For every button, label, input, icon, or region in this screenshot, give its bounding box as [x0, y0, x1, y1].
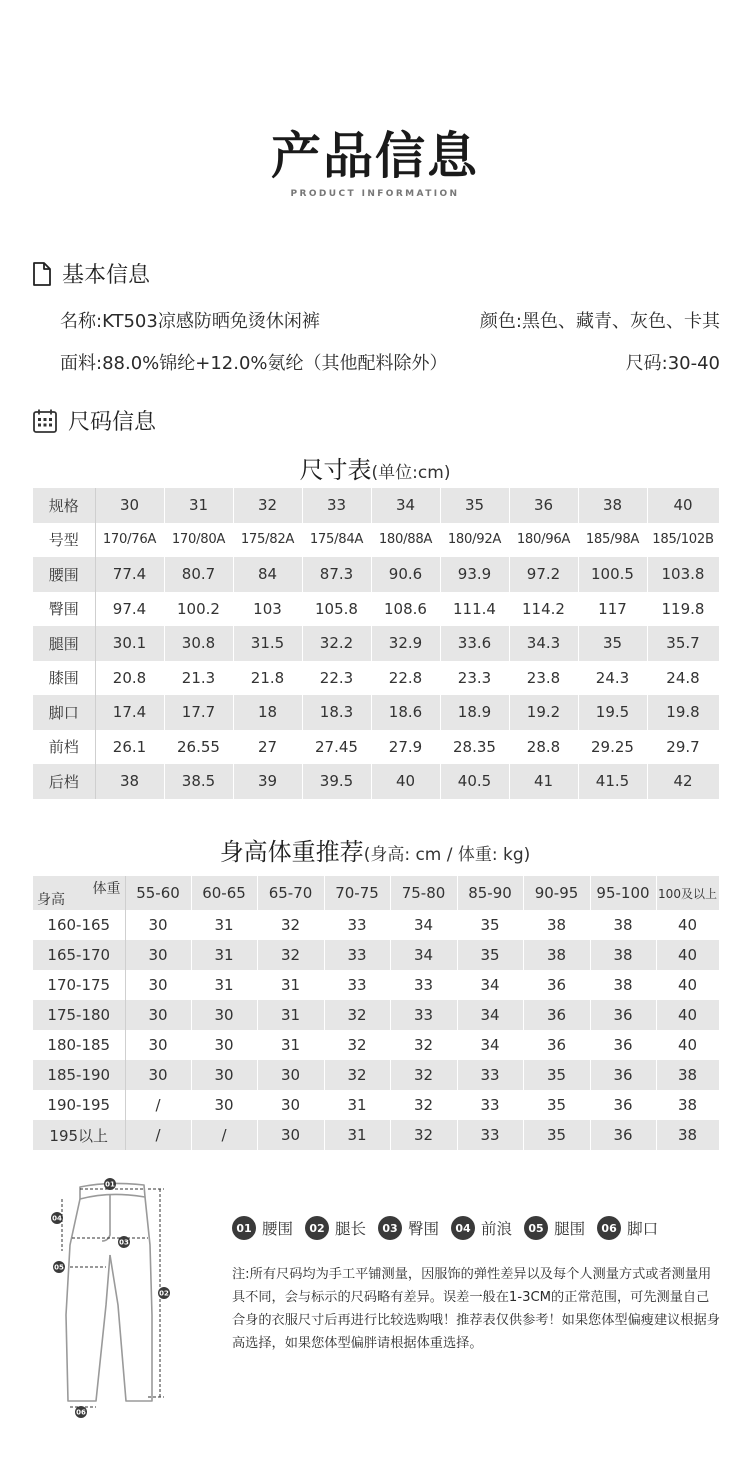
recommended-size-cell: 32: [324, 1060, 390, 1090]
size-table-cell: 19.5: [578, 695, 647, 730]
size-table-cell: 175/82A: [233, 523, 302, 558]
size-table-row: [33, 488, 719, 523]
size-table-cell: 40.5: [440, 764, 509, 799]
recommended-size-cell: 32: [390, 1090, 457, 1120]
recommended-size-cell: 32: [324, 1000, 390, 1030]
size-row-label: 前档: [33, 730, 95, 765]
recommended-size-cell: /: [191, 1120, 257, 1150]
recommended-size-cell: 34: [390, 940, 457, 970]
recommended-size-cell: 34: [457, 1000, 523, 1030]
size-table-cell: 180/96A: [509, 523, 578, 558]
page-title: 产品信息: [271, 127, 479, 185]
recommend-table-row: [33, 1030, 719, 1060]
size-table-cell: 35.7: [647, 626, 719, 661]
recommend-table-row: [33, 970, 719, 1000]
recommended-size-cell: 34: [457, 1030, 523, 1060]
size-row-label: 号型: [33, 523, 95, 558]
recommended-size-cell: 38: [523, 910, 590, 940]
size-table-cell: 170/80A: [164, 523, 233, 558]
recommended-size-cell: 32: [390, 1030, 457, 1060]
size-table-cell: 32.9: [371, 626, 440, 661]
weight-column-header: 75-80: [390, 876, 457, 910]
product-fabric: 面料:88.0%锦纶+12.0%氨纶（其他配料除外）: [60, 353, 448, 374]
recommended-size-cell: 38: [590, 940, 656, 970]
weight-column-header: 65-70: [257, 876, 324, 910]
size-table: [33, 488, 720, 799]
corner-cell: [33, 876, 125, 910]
size-table-row: [33, 523, 719, 558]
recommended-size-cell: 38: [656, 1090, 719, 1120]
size-table-cell: 24.8: [647, 661, 719, 696]
size-table-cell: 18.9: [440, 695, 509, 730]
size-table-cell: 28.8: [509, 730, 578, 765]
size-table-cell: 24.3: [578, 661, 647, 696]
legend-label: 臀围: [408, 1220, 440, 1238]
recommended-size-cell: 31: [191, 970, 257, 1000]
legend-num: 05: [524, 1216, 548, 1240]
size-table-cell: 180/88A: [371, 523, 440, 558]
recommended-size-cell: 31: [191, 940, 257, 970]
legend-num: 03: [378, 1216, 402, 1240]
size-table-row: [33, 592, 719, 627]
marker-02-text: 02: [159, 1289, 169, 1298]
size-table-cell: 36: [509, 488, 578, 523]
legend-label: 脚口: [627, 1220, 659, 1238]
weight-column-header: 60-65: [191, 876, 257, 910]
legend-label: 腰围: [262, 1220, 294, 1238]
size-table-title: [0, 450, 750, 485]
recommended-size-cell: 38: [656, 1120, 719, 1150]
size-table-cell: 108.6: [371, 592, 440, 627]
corner-height-label: 身高: [37, 892, 65, 908]
legend-num: 04: [451, 1216, 475, 1240]
size-row-label: 膝围: [33, 661, 95, 696]
recommended-size-cell: 40: [656, 940, 719, 970]
recommended-size-cell: 36: [590, 1000, 656, 1030]
measurement-note: 注:所有尺码均为手工平铺测量，因服饰的弹性差异以及每个人测量方式或者测量用具不同，会与标示的尺码略有差异。误差一般在1-3CM的正常范围，可先测量自己合身的衣服尺寸后再进行比较选购哦！推荐表仅供参考！如果您体型偏瘦建议根据身高选择，如果您体型偏胖请根据体重选择。: [232, 1267, 720, 1351]
size-table-cell: 180/92A: [440, 523, 509, 558]
size-table-cell: 26.1: [95, 730, 164, 765]
basic-info-heading: [32, 258, 150, 289]
recommended-size-cell: /: [125, 1120, 191, 1150]
size-table-cell: 84: [233, 557, 302, 592]
size-table-cell: 27.45: [302, 730, 371, 765]
recommended-size-cell: 33: [324, 910, 390, 940]
recommended-size-cell: 33: [390, 970, 457, 1000]
height-row-label: 165-170: [33, 940, 125, 970]
recommended-size-cell: 34: [390, 910, 457, 940]
size-info-heading-text: 尺码信息: [68, 410, 157, 435]
recommended-size-cell: 30: [191, 1060, 257, 1090]
size-table-cell: 23.3: [440, 661, 509, 696]
legend-item: [378, 1216, 439, 1240]
recommend-table-row: [33, 1060, 719, 1090]
recommended-size-cell: 30: [125, 1030, 191, 1060]
size-table-cell: 35: [578, 626, 647, 661]
size-table-cell: 28.35: [440, 730, 509, 765]
page-subtitle: PRODUCT INFORMATION: [290, 189, 460, 199]
size-table-cell: 19.2: [509, 695, 578, 730]
height-row-label: 180-185: [33, 1030, 125, 1060]
size-table-cell: 41.5: [578, 764, 647, 799]
recommend-header-row: [33, 876, 719, 910]
height-row-label: 160-165: [33, 910, 125, 940]
size-table-cell: 105.8: [302, 592, 371, 627]
legend-num: 01: [232, 1216, 256, 1240]
size-table-cell: 39.5: [302, 764, 371, 799]
size-table-cell: 80.7: [164, 557, 233, 592]
size-table-cell: 31.5: [233, 626, 302, 661]
height-row-label: 190-195: [33, 1090, 125, 1120]
size-row-label: 规格: [33, 488, 95, 523]
basic-info-heading-text: 基本信息: [62, 263, 151, 288]
recommended-size-cell: 33: [457, 1090, 523, 1120]
recommended-size-cell: 30: [125, 940, 191, 970]
recommended-size-cell: 38: [523, 940, 590, 970]
size-table-cell: 103.8: [647, 557, 719, 592]
weight-column-header: 55-60: [125, 876, 191, 910]
recommend-table-row: [33, 1000, 719, 1030]
size-table-cell: 185/98A: [578, 523, 647, 558]
size-table-row: [33, 626, 719, 661]
recommended-size-cell: 31: [257, 1000, 324, 1030]
size-table-cell: 34.3: [509, 626, 578, 661]
recommended-size-cell: 33: [390, 1000, 457, 1030]
recommended-size-cell: 31: [324, 1120, 390, 1150]
recommended-size-cell: 33: [324, 940, 390, 970]
recommended-size-cell: 40: [656, 910, 719, 940]
trousers-measurement-diagram: [44, 1175, 184, 1420]
legend-num: 06: [597, 1216, 621, 1240]
size-table-cell: 185/102B: [647, 523, 719, 558]
corner-weight-label: 体重: [92, 881, 121, 897]
size-table-cell: 119.8: [647, 592, 719, 627]
recommended-size-cell: 31: [191, 910, 257, 940]
product-name: 名称:KT503凉感防晒免烫休闲裤: [60, 311, 320, 332]
recommended-size-cell: 33: [457, 1120, 523, 1150]
recommended-size-cell: 31: [257, 970, 324, 1000]
size-table-cell: 29.25: [578, 730, 647, 765]
marker-06-text: 06: [76, 1408, 86, 1417]
size-table-row: [33, 557, 719, 592]
recommended-size-cell: 35: [457, 910, 523, 940]
recommended-size-cell: /: [125, 1090, 191, 1120]
recommend-table-row: [33, 940, 719, 970]
recommended-size-cell: 31: [257, 1030, 324, 1060]
recommended-size-cell: 38: [656, 1060, 719, 1090]
recommended-size-cell: 40: [656, 1000, 719, 1030]
size-table-cell: 26.55: [164, 730, 233, 765]
size-table-cell: 170/76A: [95, 523, 164, 558]
marker-05-text: 05: [54, 1263, 64, 1272]
size-table-unit: (单位:cm): [371, 463, 451, 483]
size-table-cell: 21.3: [164, 661, 233, 696]
recommended-size-cell: 38: [590, 970, 656, 1000]
size-table-cell: 32.2: [302, 626, 371, 661]
size-row-label: 脚口: [33, 695, 95, 730]
size-table-cell: 40: [647, 488, 719, 523]
height-row-label: 170-175: [33, 970, 125, 1000]
size-table-cell: 23.8: [509, 661, 578, 696]
info-row-2: [60, 349, 720, 375]
legend-item: [597, 1216, 658, 1240]
product-colors: 颜色:黑色、藏青、灰色、卡其: [479, 311, 720, 332]
size-table-cell: 90.6: [371, 557, 440, 592]
size-table-cell: 21.8: [233, 661, 302, 696]
size-table-cell: 22.8: [371, 661, 440, 696]
recommended-size-cell: 33: [457, 1060, 523, 1090]
recommended-size-cell: 30: [257, 1120, 324, 1150]
marker-01-text: 01: [105, 1180, 115, 1189]
height-row-label: 195以上: [33, 1120, 125, 1150]
size-table-cell: 35: [440, 488, 509, 523]
size-table-cell: 20.8: [95, 661, 164, 696]
size-table-cell: 19.8: [647, 695, 719, 730]
recommended-size-cell: 36: [523, 1000, 590, 1030]
recommended-size-cell: 34: [457, 970, 523, 1000]
size-table-cell: 30.1: [95, 626, 164, 661]
legend-num: 02: [305, 1216, 329, 1240]
recommended-size-cell: 38: [590, 910, 656, 940]
recommend-table: [33, 876, 720, 1150]
size-info-heading: [32, 405, 156, 436]
size-row-label: 后档: [33, 764, 95, 799]
recommended-size-cell: 30: [125, 910, 191, 940]
recommend-title-text: 身高体重推荐: [219, 838, 364, 866]
size-table-cell: 93.9: [440, 557, 509, 592]
recommended-size-cell: 36: [590, 1120, 656, 1150]
recommended-size-cell: 30: [257, 1060, 324, 1090]
recommended-size-cell: 30: [191, 1030, 257, 1060]
recommend-table-row: [33, 910, 719, 940]
height-row-label: 175-180: [33, 1000, 125, 1030]
recommended-size-cell: 36: [590, 1060, 656, 1090]
size-row-label: 腰围: [33, 557, 95, 592]
recommend-table-title: [0, 832, 750, 867]
size-table-row: [33, 730, 719, 765]
size-table-cell: 34: [371, 488, 440, 523]
size-table-cell: 29.7: [647, 730, 719, 765]
recommend-table-row: [33, 1120, 719, 1150]
size-table-cell: 97.4: [95, 592, 164, 627]
size-table-cell: 111.4: [440, 592, 509, 627]
weight-column-header: 100及以上: [656, 876, 719, 910]
recommended-size-cell: 30: [125, 970, 191, 1000]
size-table-cell: 22.3: [302, 661, 371, 696]
size-table-title-text: 尺寸表: [299, 456, 372, 484]
recommend-table-row: [33, 1090, 719, 1120]
size-table-cell: 100.2: [164, 592, 233, 627]
size-table-cell: 117: [578, 592, 647, 627]
recommended-size-cell: 32: [257, 940, 324, 970]
size-table-cell: 39: [233, 764, 302, 799]
recommended-size-cell: 35: [523, 1090, 590, 1120]
size-table-cell: 87.3: [302, 557, 371, 592]
size-table-cell: 77.4: [95, 557, 164, 592]
recommended-size-cell: 33: [324, 970, 390, 1000]
recommended-size-cell: 30: [125, 1000, 191, 1030]
size-table-cell: 33: [302, 488, 371, 523]
size-table-cell: 33.6: [440, 626, 509, 661]
size-table-cell: 97.2: [509, 557, 578, 592]
recommended-size-cell: 30: [191, 1000, 257, 1030]
legend-item: [305, 1216, 366, 1240]
legend-label: 腿围: [554, 1220, 586, 1238]
legend-label: 前浪: [481, 1220, 513, 1238]
recommend-unit: (身高: cm / 体重: kg): [363, 845, 531, 865]
legend-item: [232, 1216, 293, 1240]
recommended-size-cell: 35: [523, 1060, 590, 1090]
size-table-cell: 41: [509, 764, 578, 799]
info-row-1: [60, 307, 720, 333]
size-table-cell: 100.5: [578, 557, 647, 592]
size-table-cell: 38: [578, 488, 647, 523]
recommended-size-cell: 32: [257, 910, 324, 940]
size-table-row: [33, 661, 719, 696]
height-row-label: 185-190: [33, 1060, 125, 1090]
recommended-size-cell: 36: [523, 970, 590, 1000]
recommended-size-cell: 30: [257, 1090, 324, 1120]
recommended-size-cell: 36: [523, 1030, 590, 1060]
calendar-icon: [32, 408, 58, 434]
recommended-size-cell: 35: [457, 940, 523, 970]
size-table-cell: 27: [233, 730, 302, 765]
size-table-cell: 175/84A: [302, 523, 371, 558]
size-table-cell: 103: [233, 592, 302, 627]
recommended-size-cell: 32: [324, 1030, 390, 1060]
size-table-cell: 18: [233, 695, 302, 730]
size-table-cell: 27.9: [371, 730, 440, 765]
size-table-cell: 32: [233, 488, 302, 523]
size-table-cell: 18.6: [371, 695, 440, 730]
size-table-cell: 17.7: [164, 695, 233, 730]
legend-label: 腿长: [335, 1220, 367, 1238]
legend-item: [524, 1216, 585, 1240]
size-table-cell: 31: [164, 488, 233, 523]
size-table-cell: 17.4: [95, 695, 164, 730]
recommended-size-cell: 36: [590, 1090, 656, 1120]
size-row-label: 臀围: [33, 592, 95, 627]
size-table-row: [33, 764, 719, 799]
recommended-size-cell: 36: [590, 1030, 656, 1060]
recommended-size-cell: 31: [324, 1090, 390, 1120]
measurement-legend: [232, 1216, 658, 1240]
weight-column-header: 70-75: [324, 876, 390, 910]
recommended-size-cell: 40: [656, 970, 719, 1000]
recommended-size-cell: 32: [390, 1060, 457, 1090]
document-icon: [32, 262, 52, 286]
marker-03-text: 03: [119, 1238, 129, 1247]
size-table-cell: 38: [95, 764, 164, 799]
size-table-cell: 38.5: [164, 764, 233, 799]
size-table-cell: 114.2: [509, 592, 578, 627]
size-table-cell: 30: [95, 488, 164, 523]
recommended-size-cell: 32: [390, 1120, 457, 1150]
size-row-label: 腿围: [33, 626, 95, 661]
size-table-cell: 40: [371, 764, 440, 799]
recommended-size-cell: 35: [523, 1120, 590, 1150]
recommended-size-cell: 30: [191, 1090, 257, 1120]
size-table-row: [33, 695, 719, 730]
weight-column-header: 95-100: [590, 876, 656, 910]
weight-column-header: 85-90: [457, 876, 523, 910]
weight-column-header: 90-95: [523, 876, 590, 910]
recommended-size-cell: 30: [125, 1060, 191, 1090]
marker-04-text: 04: [52, 1214, 62, 1223]
product-size-range: 尺码:30-40: [625, 353, 720, 374]
size-table-cell: 42: [647, 764, 719, 799]
legend-item: [451, 1216, 512, 1240]
size-table-cell: 18.3: [302, 695, 371, 730]
recommended-size-cell: 40: [656, 1030, 719, 1060]
size-table-cell: 30.8: [164, 626, 233, 661]
